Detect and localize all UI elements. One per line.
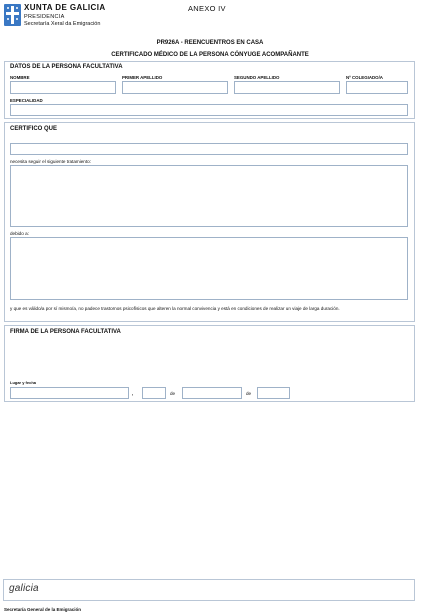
nombre-input[interactable] (10, 81, 116, 94)
certifico-name-input[interactable] (10, 143, 408, 155)
datos-section-title: DATOS DE LA PERSONA FACULTATIVA (10, 64, 123, 70)
closing-statement: y que es válido/a por sí mismo/a, no padece trastornos psicofísicos que alteren la normal convivencia y está en condiciones de realizar un viaje de larga duración. (10, 306, 340, 311)
footer-box (3, 579, 415, 601)
comma-separator: , (132, 391, 134, 396)
month-input[interactable] (182, 387, 242, 399)
procedure-code: PR926A - REENCUENTROS EN CASA (156, 40, 264, 46)
primer-apellido-input[interactable] (122, 81, 228, 94)
brand-name: XUNTA DE GALICIA (24, 3, 106, 12)
especialidad-input[interactable] (10, 104, 408, 116)
nombre-label: NOMBRE (10, 75, 30, 80)
org-line-2: Secretaría Xeral da Emigración (24, 21, 101, 27)
debido-textarea[interactable] (10, 237, 408, 300)
segundo-apellido-input[interactable] (234, 81, 340, 94)
tratamiento-label: necesita seguir el siguiente tratamiento: (10, 159, 91, 164)
certifico-section-title: CERTIFICO QUE (10, 126, 58, 132)
cross-icon (4, 4, 21, 26)
de-label-1: de (170, 391, 176, 396)
firma-section-title: FIRMA DE LA PERSONA FACULTATIVA (10, 329, 121, 335)
primer-apellido-label: PRIMER APELLIDO (122, 75, 163, 80)
tratamiento-textarea[interactable] (10, 165, 408, 227)
galicia-logo: galicia (9, 583, 39, 594)
document-title: CERTIFICADO MÉDICO DE LA PERSONA CÓNYUGE ACOMPAÑANTE (111, 52, 309, 58)
de-label-2: de (246, 391, 252, 396)
annex-label: ANEXO IV (188, 4, 226, 13)
debido-label: debido a: (10, 231, 29, 236)
segundo-apellido-label: SEGUNDO APELLIDO (234, 75, 280, 80)
especialidad-label: ESPECIALIDAD (10, 98, 43, 103)
colegiado-label: Nº COLEGIADO/A (346, 75, 383, 80)
xunta-flag-logo (4, 4, 21, 26)
lugar-fecha-label: Lugar y fecha (10, 380, 37, 385)
year-input[interactable] (257, 387, 290, 399)
lugar-input[interactable] (10, 387, 129, 399)
org-line-1: PRESIDENCIA (24, 14, 65, 20)
colegiado-input[interactable] (346, 81, 408, 94)
day-input[interactable] (142, 387, 166, 399)
secretaria-footer: Secretaría General de la Emigración (4, 607, 82, 612)
